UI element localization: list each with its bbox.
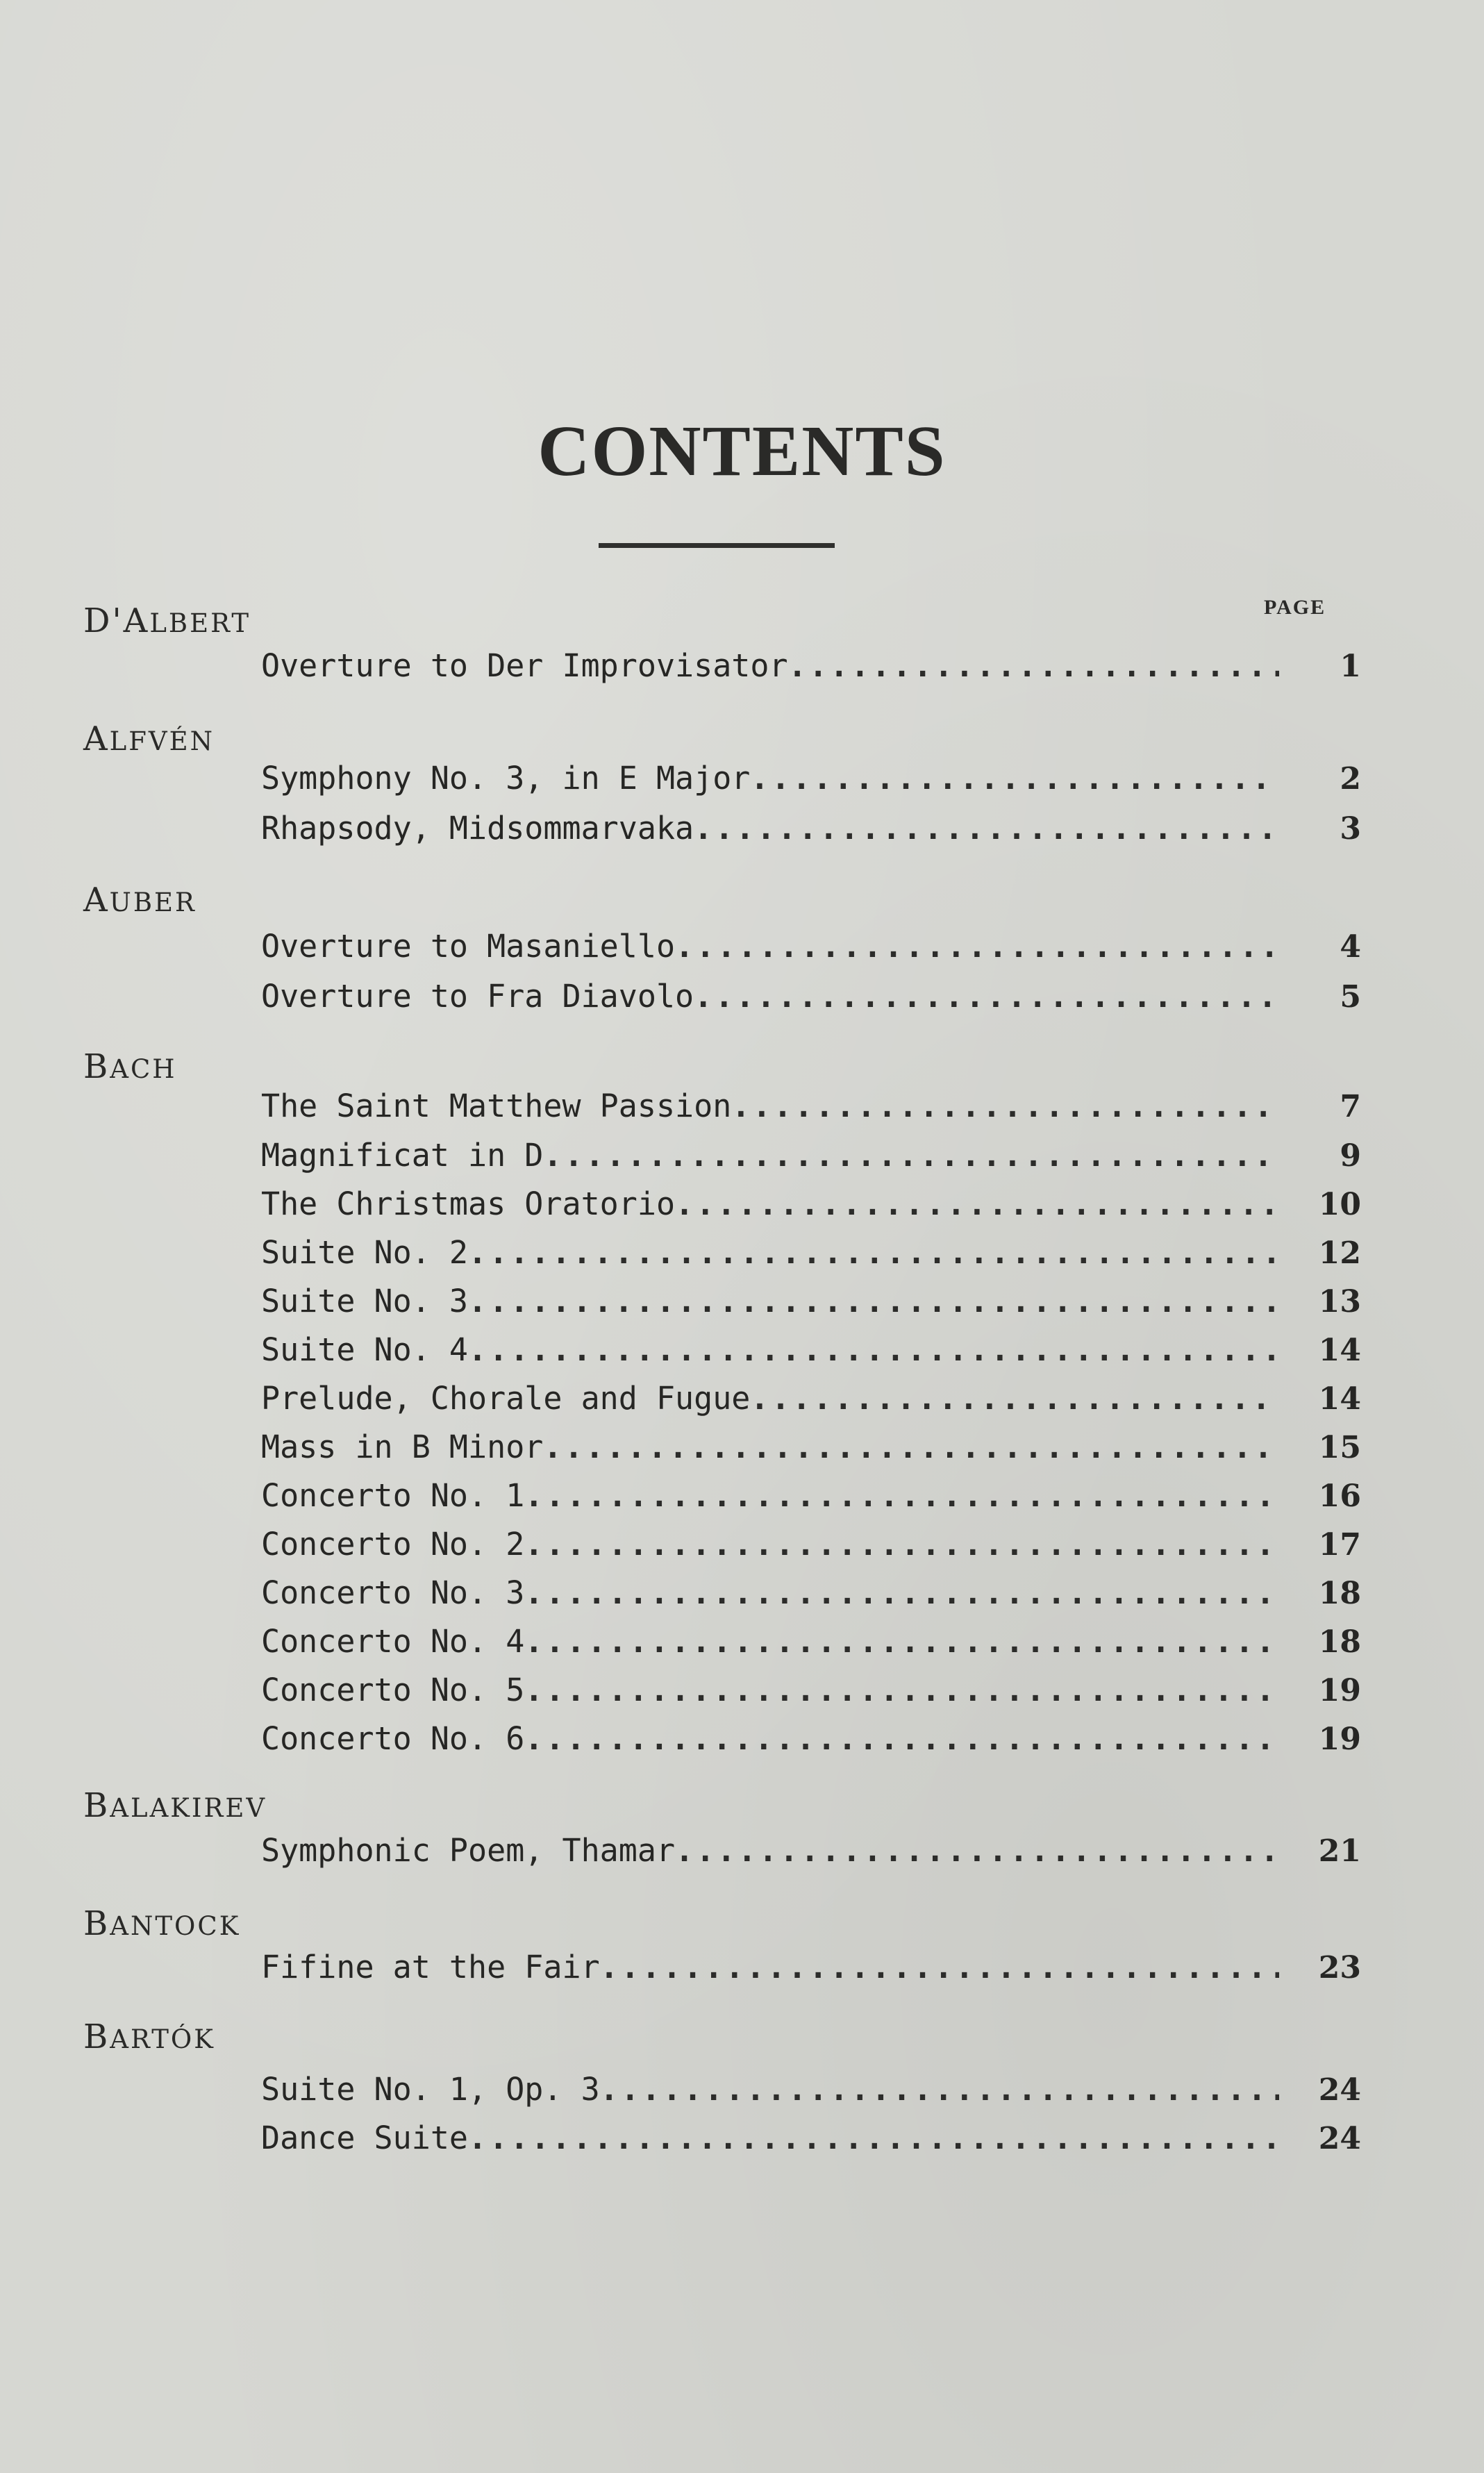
- entry-page: 17: [1318, 1527, 1361, 1563]
- entry-title: Concerto No. 3: [261, 1574, 525, 1611]
- toc-entry: [261, 2071, 1361, 2113]
- composer-initial: B: [83, 1047, 110, 1086]
- entry-page: 14: [1318, 1333, 1361, 1368]
- dot-leader: [675, 1185, 1279, 1222]
- page-title: CONTENTS: [537, 411, 947, 491]
- entry-page: 4: [1340, 929, 1361, 965]
- entry-title: Overture to Fra Diavolo: [261, 978, 694, 1015]
- toc-entry: [261, 1949, 1361, 1990]
- page-column-label: PAGE: [1264, 596, 1326, 619]
- entry-title: Concerto No. 2: [261, 1526, 525, 1563]
- entry-title: Rhapsody, Midsommarvaka: [261, 810, 694, 847]
- entry-page: 10: [1318, 1187, 1361, 1222]
- entry-title: The Saint Matthew Passion: [261, 1088, 732, 1124]
- dot-leader: [543, 1429, 1279, 1465]
- toc-entry: [261, 1429, 1361, 1470]
- composer-initial: B: [83, 1904, 110, 1943]
- entry-page: 21: [1318, 1833, 1361, 1869]
- composer-rest: ARTÓK: [110, 2024, 215, 2054]
- dot-leader: [675, 928, 1279, 965]
- dot-leader: [468, 1234, 1279, 1271]
- toc-entry: [261, 1832, 1361, 1874]
- dot-leader: [694, 978, 1279, 1015]
- composer-heading: [83, 2017, 215, 2056]
- toc-entry: [261, 1672, 1361, 1713]
- composer-rest: ANTOCK: [110, 1911, 241, 1941]
- entry-title: Suite No. 4: [261, 1331, 469, 1368]
- toc-entry: [261, 1526, 1361, 1567]
- entry-page: 23: [1318, 1950, 1361, 1985]
- toc-entry: [261, 1283, 1361, 1324]
- entry-page: 19: [1318, 1673, 1361, 1708]
- entry-title: Concerto No. 5: [261, 1672, 525, 1708]
- dot-leader: [750, 1380, 1279, 1417]
- entry-page: 2: [1340, 761, 1361, 797]
- composer-initial: A: [83, 719, 110, 758]
- entry-page: 18: [1318, 1624, 1361, 1660]
- toc-entry: [261, 1331, 1361, 1373]
- toc-entry: [261, 928, 1361, 969]
- entry-page: 14: [1318, 1381, 1361, 1417]
- dot-leader: [675, 1832, 1279, 1869]
- entry-title: Suite No. 3: [261, 1283, 469, 1319]
- entry-page: 9: [1340, 1138, 1361, 1174]
- entry-page: 19: [1318, 1722, 1361, 1757]
- entry-title: Symphony No. 3, in E Major: [261, 760, 751, 797]
- composer-heading: [83, 1786, 267, 1825]
- toc-entry: [261, 810, 1361, 851]
- entry-title: Magnificat in D: [261, 1137, 544, 1174]
- entry-page: 16: [1318, 1479, 1361, 1514]
- toc-entry: [261, 647, 1361, 689]
- toc-entry: [261, 1623, 1361, 1665]
- entry-page: 15: [1318, 1430, 1361, 1465]
- entry-title: Symphonic Poem, Thamar: [261, 1832, 676, 1869]
- dot-leader: [524, 1672, 1279, 1708]
- dot-leader: [524, 1720, 1279, 1757]
- entry-title: Concerto No. 4: [261, 1623, 525, 1660]
- dot-leader: [694, 810, 1279, 847]
- entry-title: Fifine at the Fair: [261, 1949, 600, 1985]
- toc-entry: [261, 978, 1361, 1019]
- entry-page: 7: [1340, 1089, 1361, 1124]
- entry-page: 24: [1318, 2121, 1361, 2156]
- toc-entry: [261, 1185, 1361, 1227]
- entry-title: The Christmas Oratorio: [261, 1185, 676, 1222]
- dot-leader: [788, 647, 1279, 684]
- dot-leader: [524, 1623, 1279, 1660]
- toc-entry: [261, 2120, 1361, 2161]
- dot-leader: [468, 2120, 1279, 2156]
- dot-leader: [600, 1949, 1279, 1985]
- entry-title: Suite No. 2: [261, 1234, 469, 1271]
- toc-entry: [261, 1380, 1361, 1422]
- composer-initial: A: [83, 881, 110, 919]
- entry-title: Overture to Masaniello: [261, 928, 676, 965]
- toc-entry: [261, 1088, 1361, 1129]
- entry-page: 13: [1318, 1284, 1361, 1319]
- entry-page: 18: [1318, 1576, 1361, 1611]
- composer-initial: B: [83, 1786, 110, 1825]
- dot-leader: [524, 1526, 1279, 1563]
- dot-leader: [468, 1283, 1279, 1319]
- composer-initial: D'A: [83, 601, 150, 640]
- dot-leader: [731, 1088, 1279, 1124]
- toc-entry: [261, 1137, 1361, 1179]
- entry-title: Overture to Der Improvisator: [261, 647, 788, 684]
- composer-rest: UBER: [109, 888, 197, 917]
- entry-title: Suite No. 1, Op. 3: [261, 2071, 600, 2108]
- toc-entry: [261, 760, 1361, 801]
- entry-page: 24: [1318, 2072, 1361, 2108]
- entry-title: Prelude, Chorale and Fugue: [261, 1380, 751, 1417]
- dot-leader: [600, 2071, 1279, 2108]
- entry-title: Concerto No. 6: [261, 1720, 525, 1757]
- composer-heading: [83, 601, 251, 640]
- composer-initial: B: [83, 2017, 110, 2056]
- composer-rest: LBERT: [149, 608, 251, 638]
- composer-heading: [83, 1904, 240, 1943]
- entry-page: 5: [1340, 979, 1361, 1015]
- toc-entry: [261, 1574, 1361, 1616]
- dot-leader: [543, 1137, 1279, 1174]
- dot-leader: [468, 1331, 1279, 1368]
- composer-heading: [83, 881, 197, 919]
- toc-entry: [261, 1720, 1361, 1762]
- entry-page: 12: [1318, 1235, 1361, 1271]
- entry-title: Concerto No. 1: [261, 1477, 525, 1514]
- title-underline: [599, 543, 835, 548]
- toc-entry: [261, 1477, 1361, 1519]
- toc-entry: [261, 1234, 1361, 1276]
- entry-page: 1: [1340, 649, 1361, 684]
- entry-title: Mass in B Minor: [261, 1429, 544, 1465]
- composer-heading: [83, 1047, 177, 1086]
- entry-title: Dance Suite: [261, 2120, 469, 2156]
- composer-rest: ALAKIREV: [110, 1793, 267, 1823]
- entry-page: 3: [1340, 811, 1361, 847]
- composer-rest: ACH: [110, 1054, 177, 1084]
- composer-heading: [83, 719, 215, 758]
- dot-leader: [524, 1574, 1279, 1611]
- dot-leader: [524, 1477, 1279, 1514]
- composer-rest: LFVÉN: [109, 726, 215, 756]
- dot-leader: [750, 760, 1279, 797]
